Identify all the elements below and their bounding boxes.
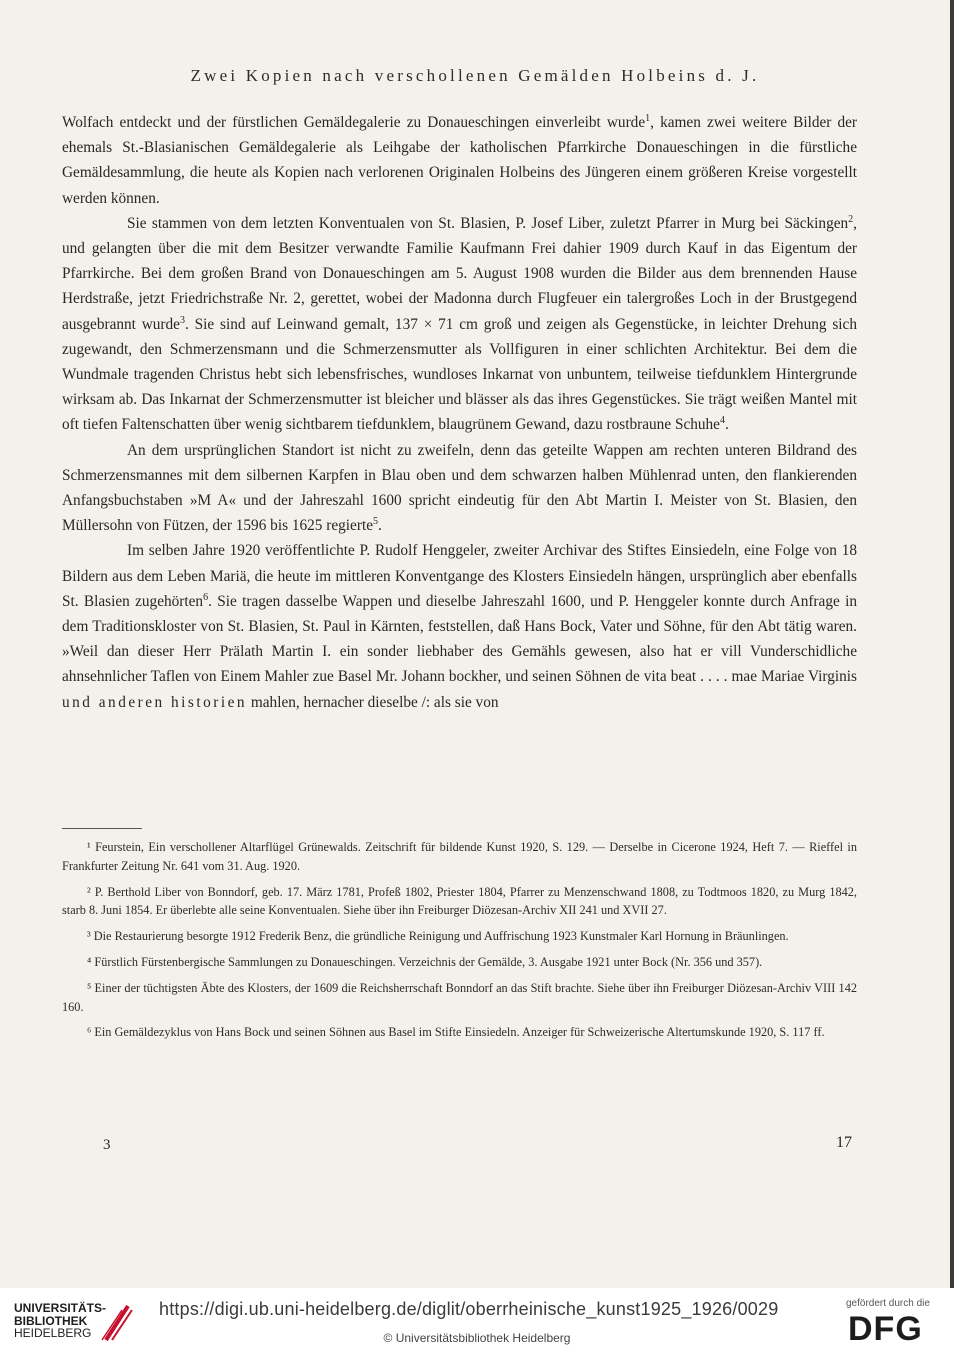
text-run: , und gelangten über die mit dem Besitzer verwandte Familie Kaufmann Frei dahier 1909 durch Kauf in das Eigentum der Pfarrkirche. Bei dem großen Brand von Donaueschingen am 5. August 1908 wurden die Bilder aus dem brennenden Hause Herdstraße, jetzt Friedrichstraße Nr. 2, gerettet, wobei der Madonna durch Flugfeuer ein talergroßes Loch in der Brustgegend ausgebrannt wurde	[62, 214, 857, 333]
text-run: . Sie tragen dasselbe Wappen und dieselbe Jahreszahl 1600, und P. Henggeler konnte durch Anfrage in dem Traditionskloster von St. Blasien, St. Paul in Kärnten, feststellen, daß Hans Bock, Vater und Söhne, für den Abt tätig waren. »Weil dan dieser Herr Prälath Martin I. ein sonder liebhaber des Gemähls gewesen, also hat er vill Vunderschidliche ahnsehnlicher Taflen von Einem Mahler zue Basel Mr. Johann bockher, und seinen Söhnen de vita beat . . . . mae Mariae Virginis	[62, 592, 857, 686]
body-paragraph	[62, 538, 857, 714]
permalink-url[interactable]: https://digi.ub.uni-heidelberg.de/diglit/oberrheinische_kunst1925_1926/0029	[159, 1299, 779, 1319]
footnote-ref: 2	[848, 213, 854, 225]
body-paragraph	[62, 110, 857, 211]
footnote: ⁵ Einer der tüchtigsten Äbte des Klosters, der 1609 die Reichsherrschaft Bonndorf an das Stift brachte. Siehe über ihn Freiburger Diözesan-Archiv VIII 142 160.	[62, 980, 857, 1014]
text-run: .	[377, 517, 382, 535]
body-text	[62, 110, 857, 715]
page-number: 17	[836, 1134, 852, 1151]
footnote: ² P. Berthold Liber von Bonndorf, geb. 17. März 1781, Profeß 1802, Priester 1804, Pfarrer zu Menzenschwand 1808, zu Todtmoos 1820, zu Murg 1842, starb 8. Juni 1854. Er überlebte alle seine Konventualen. Siehe über ihn Freiburger Diözesan-Archiv XII 241 und XVII 27.	[62, 884, 857, 918]
footnote-ref: 5	[372, 516, 378, 528]
viewer-footer	[0, 1288, 954, 1356]
scan-edge	[950, 0, 954, 1288]
dfg-logo[interactable]: DFG	[848, 1310, 923, 1348]
spaced-text: und anderen historien	[62, 693, 248, 711]
footnote: ⁶ Ein Gemäldezyklus von Hans Bock und seinen Söhnen aus Basel im Stifte Einsiedeln. Anzeiger für Schweizerische Altertumskunde 1920, S. 117 ff.	[87, 1025, 825, 1040]
library-line-2: BIBLIOTHEK	[14, 1313, 88, 1328]
signature-mark: 3	[103, 1137, 111, 1153]
text-run: An dem ursprünglichen Standort ist nicht zu zweifeln, denn das geteilte Wappen am rechten unteren Bildrand des Schmerzensmannes mit dem silbernen Karpfen in Blau oben und dem schwarzen halben Mühlenrad unten, den flankierenden Anfangsbuchstaben »M A« und der Jahreszahl 1600 spricht eindeutig für den Abt Martin I. Meister von St. Blasien, den Müllersohn von Fützen, der 1596 bis 1625 regierte	[62, 441, 857, 535]
footnote-ref: 6	[203, 591, 209, 603]
text-run: Im selben Jahre 1920 veröffentlichte P. Rudolf Henggeler, zweiter Archivar des Stiftes Einsiedeln, eine Folge von 18 Bildern aus dem Leben Mariä, die heute im mittleren Konventgange des Klosters Einsiedeln hängen, ursprünglich aber ebenfalls St. Blasien zugehörten	[62, 542, 857, 610]
body-paragraph	[62, 211, 857, 438]
footnote-rule	[62, 828, 142, 829]
copyright-notice: © Universitätsbibliothek Heidelberg	[383, 1331, 571, 1345]
text-run: mahlen, hernacher dieselbe /: als sie von	[247, 693, 499, 711]
footnote: ³ Die Restaurierung besorgte 1912 Frederik Benz, die gründliche Reinigung und Auffrischung 1923 Kunstmaler Karl Hornung in Bräunlingen.	[87, 929, 789, 944]
text-run: .	[724, 416, 729, 434]
running-header: Zwei Kopien nach verschollenen Gemälden Holbeins d. J.	[190, 66, 760, 85]
library-line-3: HEIDELBERG	[14, 1326, 92, 1340]
body-paragraph	[62, 438, 857, 539]
footnote-ref: 3	[179, 314, 185, 326]
funding-label: gefördert durch die	[846, 1298, 930, 1309]
text-run: , kamen zwei weitere Bilder der ehemals St.-Blasianischen Gemäldegalerie als Leihgabe der katholischen Pfarrkirche Donaueschingen in die fürstliche Gemäldesammlung, die heute als Kopien nach verlorenen Originalen Holbeins des Jüngeren einem größeren Kreise vorgestellt werden können.	[62, 114, 858, 207]
text-run: . Sie sind auf Leinwand gemalt, 137 × 71 cm groß und zeigen als Gegenstücke, in leichter Drehung sich zugewandt, den Schmerzensmann und die Schmerzensmutter als Vollfiguren in einer schlichten Architektur. Bei dem die Wundmale tragenden Christus hebt sich lebensfrisches, wundloses Inkarnat von unbuntem, teilweise tiefdunklem Hintergrunde wirksam ab. Das Inkarnat der Schmerzensmutter ist bleicher und blässer als das ihres Gegenstückes. Sie trägt weißen Mantel mit oft tiefen Faltenschatten über wenig sichtbarem tiefdunklem, blaugrünem Gewand, dazu rostbraune Schuhe	[62, 315, 857, 434]
footnote-ref: 1	[645, 112, 651, 124]
text-run: Sie stammen von dem letzten Konventualen von St. Blasien, P. Josef Liber, zuletzt Pfarrer in Murg bei Säckingen	[127, 214, 849, 232]
footnote: ¹ Feurstein, Ein verschollener Altarflügel Grünewalds. Zeitschrift für bildende Kunst 1920, S. 129. — Derselbe in Cicerone 1924, Heft 7. — Rieffel in Frankfurter Zeitung Nr. 641 vom 31. Aug. 1920.	[62, 840, 857, 873]
footnote: ⁴ Fürstlich Fürstenbergische Sammlungen zu Donaueschingen. Verzeichnis der Gemälde, 3. Ausgabe 1921 unter Bock (Nr. 356 und 357).	[87, 954, 763, 969]
library-line-1: UNIVERSITÄTS-	[14, 1301, 107, 1315]
footnotes	[62, 838, 857, 1049]
footnote-ref: 4	[719, 415, 725, 427]
text-run: Wolfach entdeckt und der fürstlichen Gemäldegalerie zu Donaueschingen einverleibt wurde	[62, 114, 646, 131]
